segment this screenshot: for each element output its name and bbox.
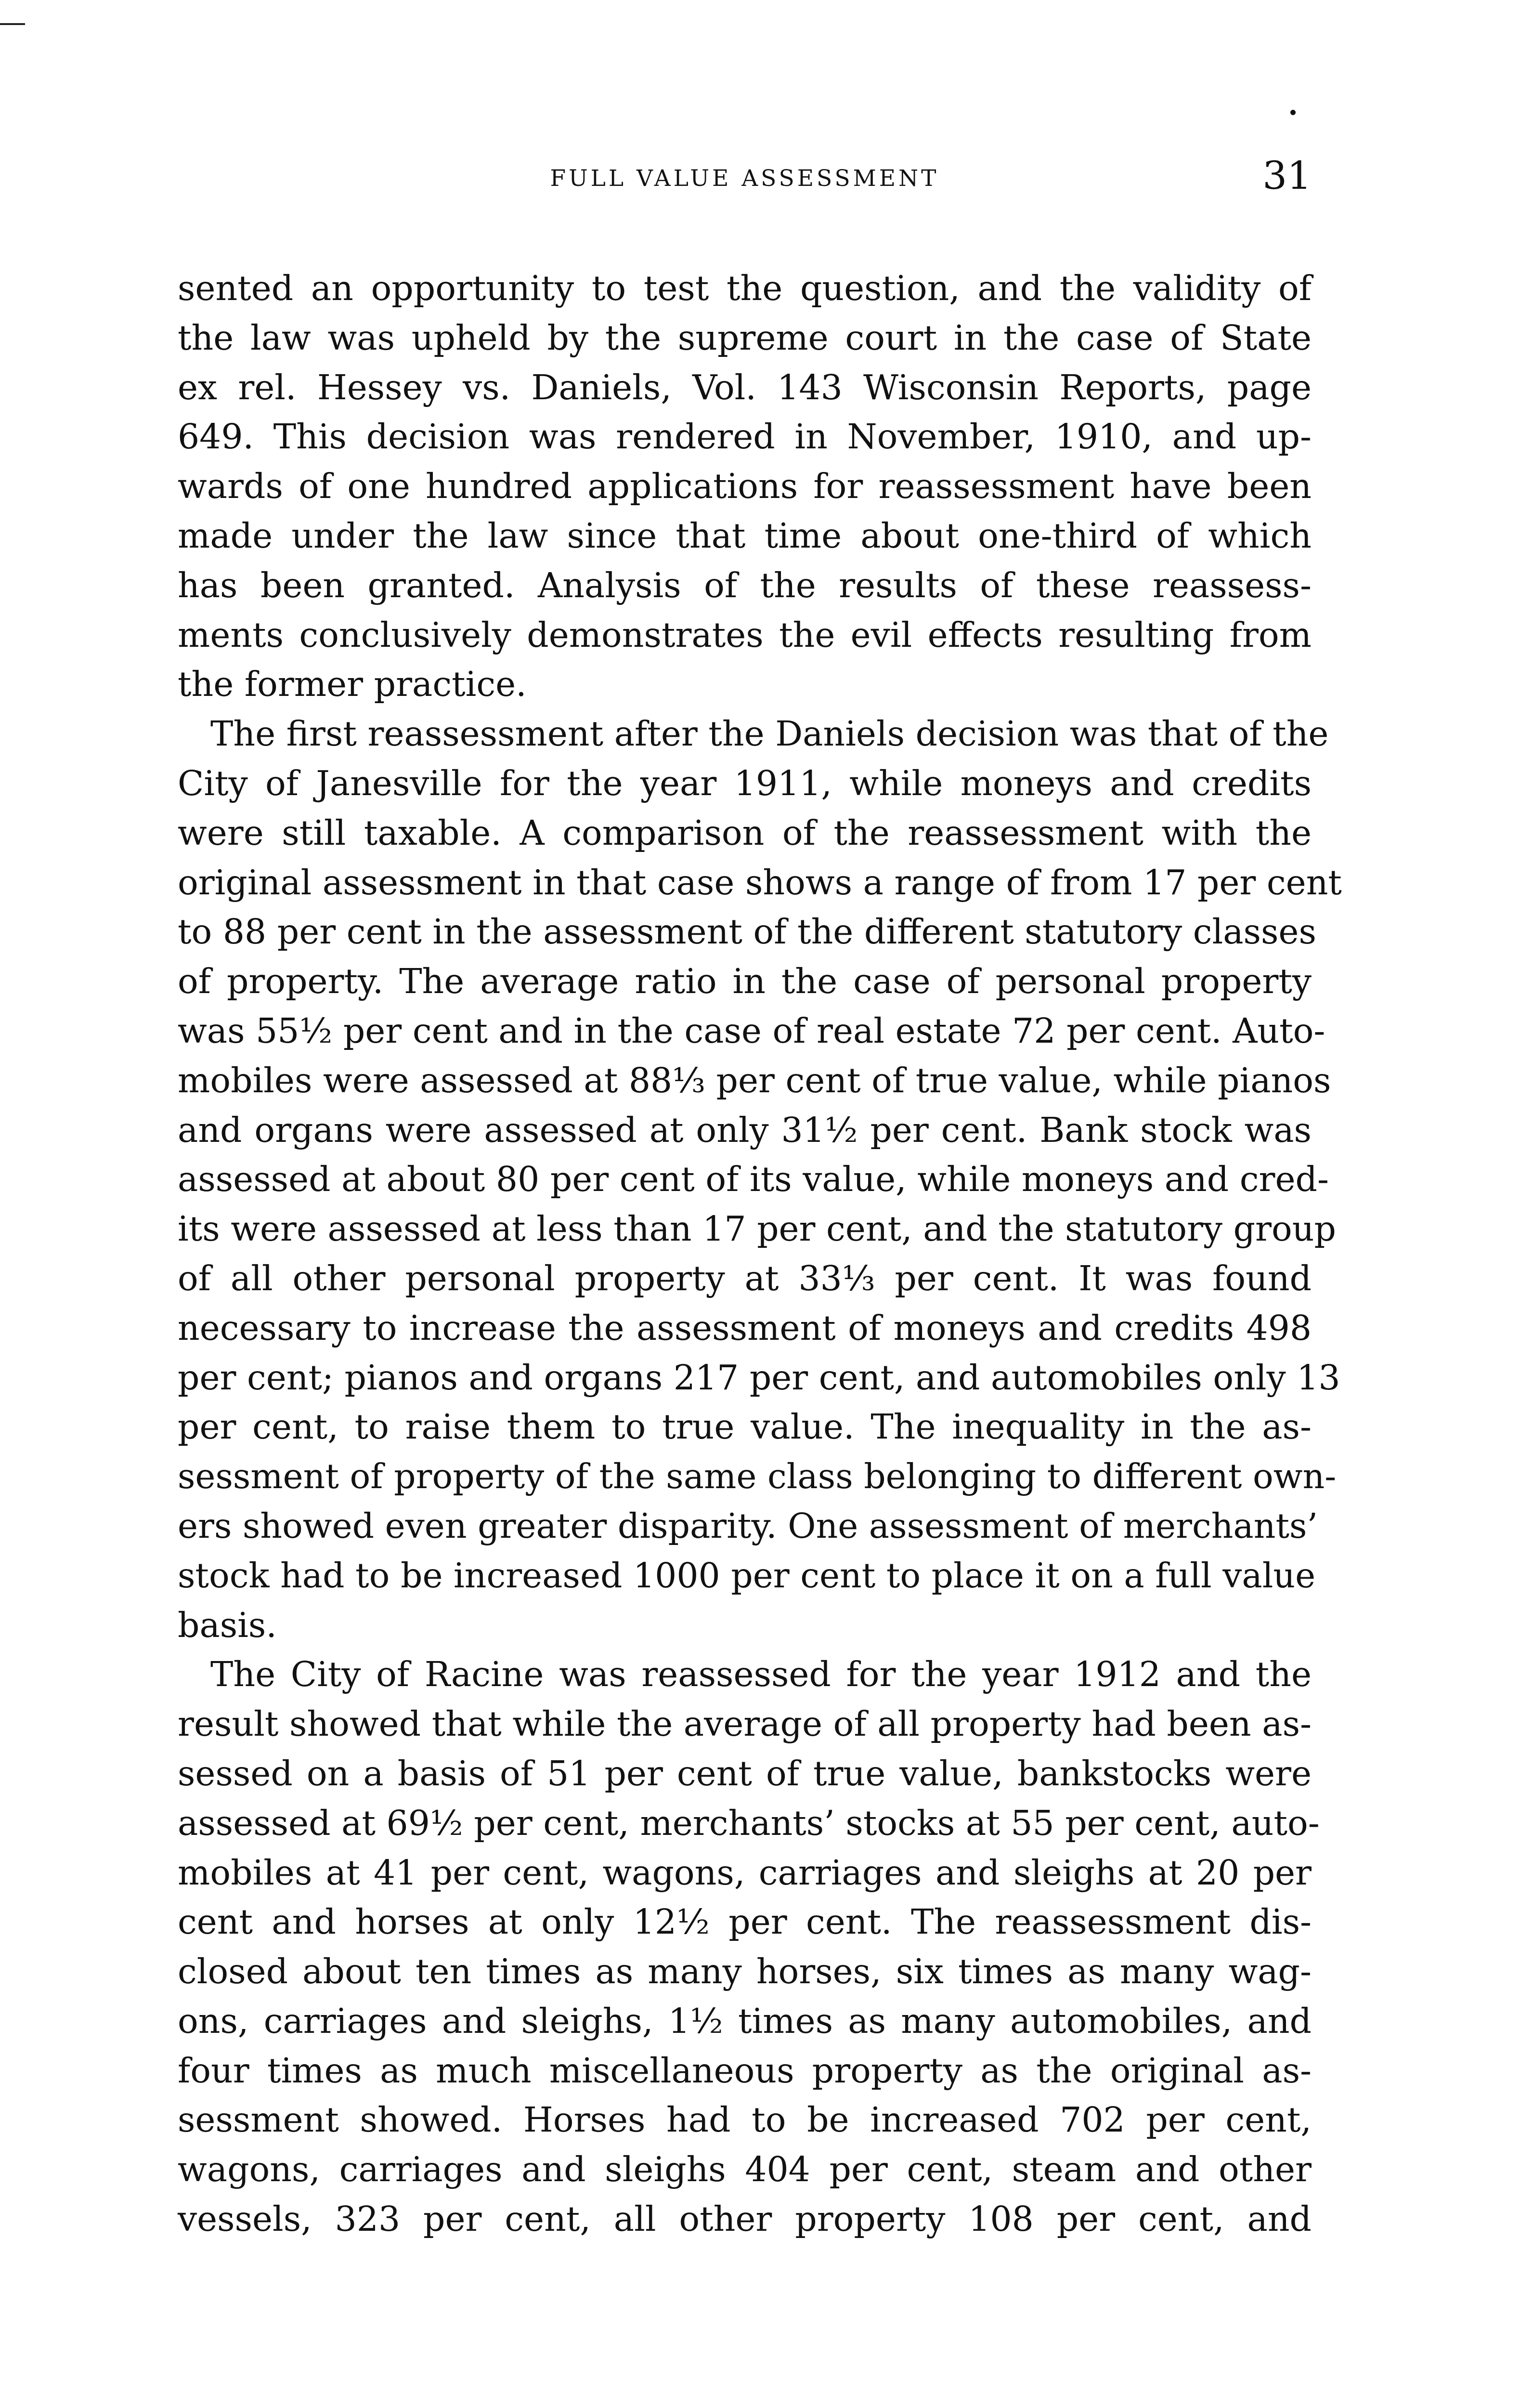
page-number: 31 bbox=[1262, 153, 1312, 198]
running-title: FULL VALUE ASSESSMENT bbox=[550, 165, 939, 192]
text-line: City of Janesville for the year 1911, while moneys and credits bbox=[178, 763, 1312, 803]
text-line: basis. bbox=[178, 1605, 277, 1645]
text-line: cent and horses at only 12½ per cent. The reassessment dis- bbox=[178, 1902, 1312, 1942]
text-line: of all other personal property at 33⅓ per cent. It was found bbox=[178, 1258, 1312, 1298]
text-line: and organs were assessed at only 31½ per cent. Bank stock was bbox=[178, 1110, 1312, 1150]
text-line: mobiles at 41 per cent, wagons, carriages and sleighs at 20 per bbox=[178, 1852, 1312, 1893]
text-line: original assessment in that case shows a range of from 17 per cent bbox=[178, 862, 1342, 903]
text-line: mobiles were assessed at 88⅓ per cent of true value, while pianos bbox=[178, 1060, 1331, 1100]
text-line: assessed at 69½ per cent, merchants’ stocks at 55 per cent, auto- bbox=[178, 1803, 1320, 1843]
text-line: ex rel. Hessey vs. Daniels, Vol. 143 Wisconsin Reports, page bbox=[178, 367, 1312, 407]
text-line: wards of one hundred applications for reassessment have been bbox=[178, 466, 1312, 507]
text-line: the law was upheld by the supreme court in the case of State bbox=[178, 317, 1312, 358]
text-line: stock had to be increased 1000 per cent to place it on a full value bbox=[178, 1555, 1316, 1596]
text-line: wagons, carriages and sleighs 404 per cent, steam and other bbox=[178, 2149, 1312, 2190]
text-line: result showed that while the average of all property had been as- bbox=[178, 1704, 1312, 1744]
text-line: per cent; pianos and organs 217 per cent, and automobiles only 13 bbox=[178, 1357, 1340, 1398]
text-line: four times as much miscellaneous property as the original as- bbox=[178, 2050, 1312, 2091]
text-line: sessment of property of the same class belonging to different own- bbox=[178, 1456, 1337, 1497]
text-line: per cent, to raise them to true value. The inequality in the as- bbox=[178, 1407, 1312, 1447]
text-line: made under the law since that time about one-third of which bbox=[178, 515, 1312, 556]
text-line: to 88 per cent in the assessment of the different statutory classes bbox=[178, 912, 1316, 952]
text-line: sessed on a basis of 51 per cent of true value, bankstocks were bbox=[178, 1753, 1312, 1793]
text-line: ons, carriages and sleighs, 1½ times as many automobiles, and bbox=[178, 2001, 1312, 2041]
text-line: ers showed even greater disparity. One assessment of merchants’ bbox=[178, 1505, 1318, 1546]
text-line: were still taxable. A comparison of the reassessment with the bbox=[178, 812, 1312, 853]
scan-edge-mark bbox=[0, 23, 25, 25]
body-text bbox=[178, 264, 1342, 2244]
scan-dot bbox=[1290, 110, 1296, 115]
text-line: the former practice. bbox=[178, 664, 527, 705]
text-line: was 55½ per cent and in the case of real estate 72 per cent. Auto- bbox=[178, 1010, 1325, 1051]
text-line: its were assessed at less than 17 per cent, and the statutory group bbox=[178, 1209, 1336, 1249]
text-line: closed about ten times as many horses, six times as many wag- bbox=[178, 1951, 1312, 1992]
text-line: The City of Racine was reassessed for the year 1912 and the bbox=[210, 1654, 1312, 1695]
text-line: assessed at about 80 per cent of its value, while moneys and cred- bbox=[178, 1159, 1329, 1200]
running-head bbox=[178, 153, 1312, 209]
text-line: of property. The average ratio in the case of personal property bbox=[178, 961, 1312, 1002]
text-line: sessment showed. Horses had to be increased 702 per cent, bbox=[178, 2100, 1312, 2140]
text-line: has been granted. Analysis of the results of these reassess- bbox=[178, 565, 1312, 605]
text-line: vessels, 323 per cent, all other property 108 per cent, and bbox=[178, 2199, 1312, 2239]
text-line: sented an opportunity to test the question, and the validity of bbox=[178, 268, 1312, 308]
text-line: The first reassessment after the Daniels decision was that of the bbox=[210, 714, 1329, 754]
text-line: necessary to increase the assessment of moneys and credits 498 bbox=[178, 1308, 1312, 1348]
text-line: ments conclusively demonstrates the evil effects resulting from bbox=[178, 615, 1312, 655]
text-line: 649. This decision was rendered in November, 1910, and up- bbox=[178, 417, 1312, 457]
